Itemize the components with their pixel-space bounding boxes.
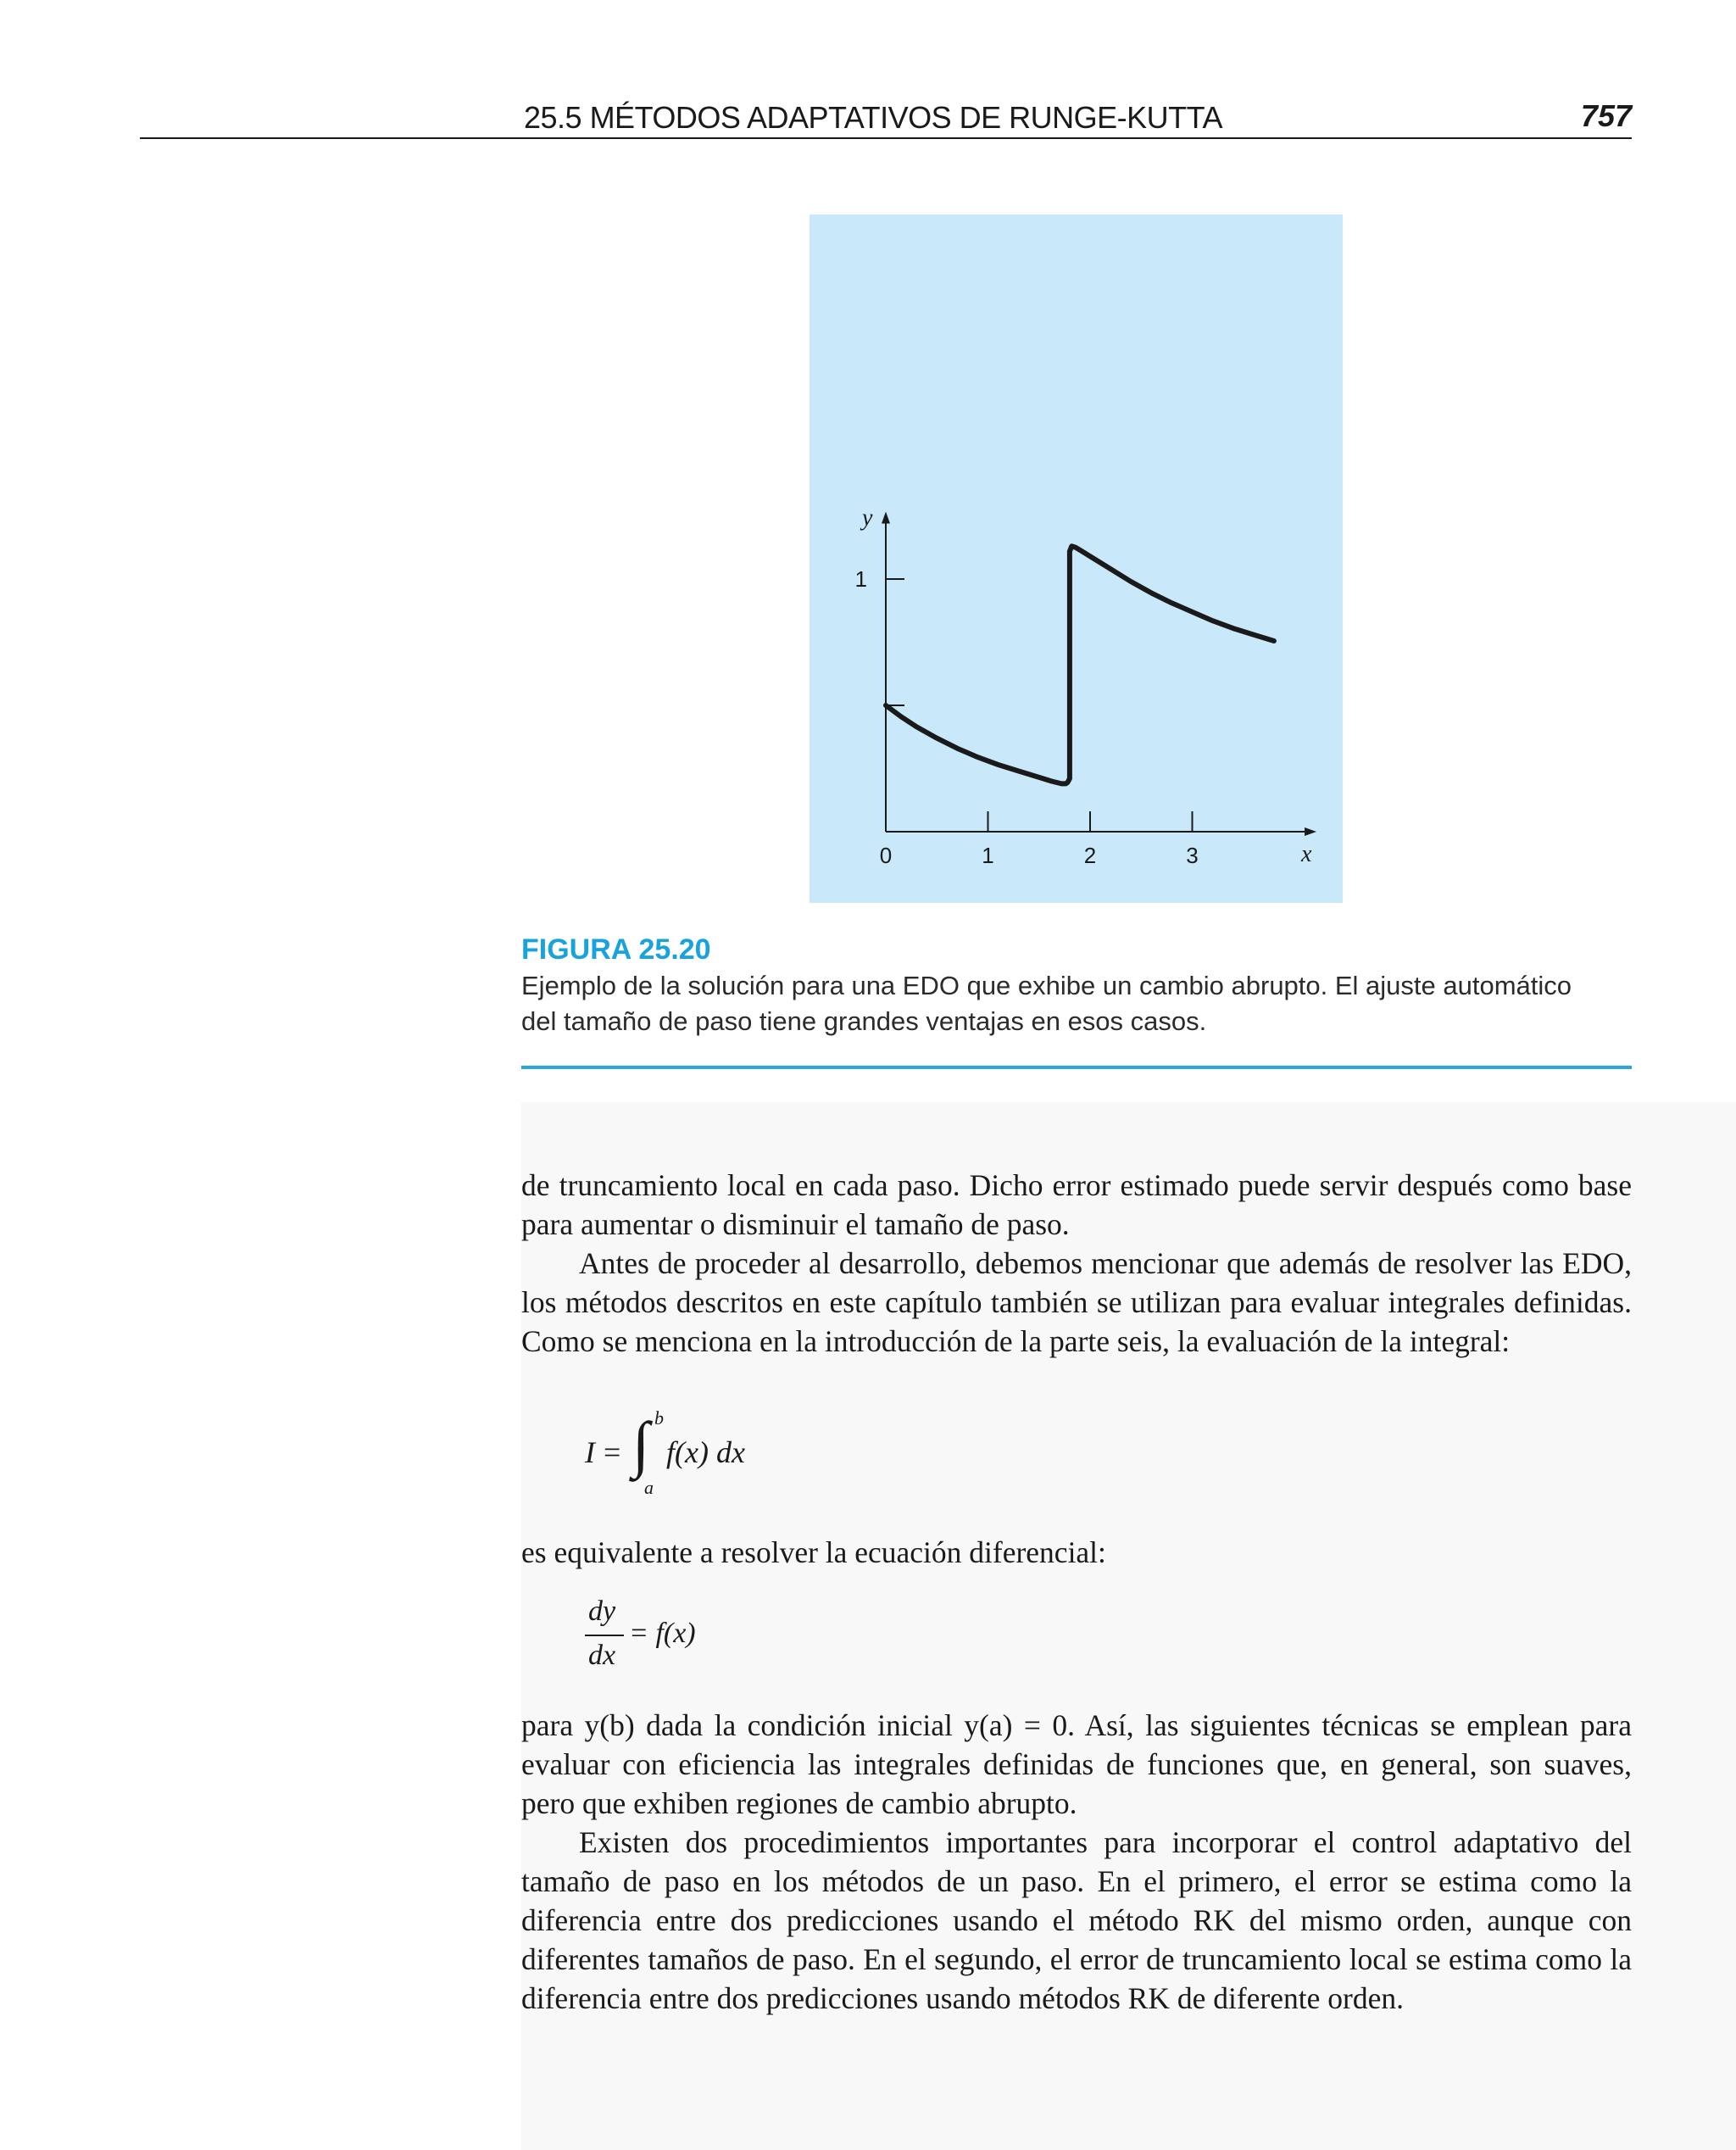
figure-panel [810, 214, 1343, 903]
caption-line-2: del tamaño de paso tiene grandes ventajas en esos casos. [521, 1006, 1207, 1036]
paragraph-2 [521, 1244, 1632, 1361]
page-number: 757 [1580, 98, 1632, 133]
integrand: f(x) dx [666, 1435, 745, 1469]
caption-divider [521, 1066, 1632, 1069]
paragraph-5 [521, 1823, 1632, 2018]
paragraph-3 [521, 1533, 1632, 1572]
integral-upper-limit: b [654, 1407, 664, 1429]
y-axis-arrow [882, 511, 890, 523]
eq2-rhs: = f(x) [629, 1618, 696, 1649]
x-tick-label-2: 2 [1083, 843, 1097, 868]
equation-integral [585, 1407, 839, 1501]
derivative-denominator: dx [588, 1640, 616, 1671]
chart-curve [886, 546, 1274, 783]
y-tick-label-1: 1 [854, 566, 867, 592]
derivative-numerator: dy [588, 1596, 616, 1627]
integral-sign: ∫ [632, 1410, 650, 1479]
fraction-bar [585, 1635, 624, 1636]
figure-label: FIGURA 25.20 [521, 933, 711, 966]
paragraph-3-text: es equivalente a resolver la ecuación diferencial: [521, 1535, 1106, 1569]
x-axis-arrow [1305, 827, 1316, 836]
paragraph-1 [521, 1166, 1632, 1244]
figure-caption [521, 931, 1632, 1039]
solution-chart [810, 214, 1343, 903]
x-tick-label-3: 3 [1186, 843, 1199, 868]
integral-lower-limit: a [644, 1477, 654, 1498]
paragraph-5-text: Existen dos procedimientos importantes para incorporar el control adaptativo del tamaño de paso en los métodos de un paso. En el primero, el error se estima como la diferencia entre dos predicciones usando el método RK del mismo orden, aunque con diferentes tamaños de paso. En el segundo, el error de truncamiento local se estima como la diferencia entre dos predicciones usando métodos RK de diferente orden. [521, 1825, 1632, 2015]
y-axis-label: y [862, 504, 873, 532]
paragraph-4 [521, 1706, 1632, 1823]
x-tick-label-1: 1 [982, 843, 994, 868]
chart-axes [860, 504, 1316, 867]
section-title: 25.5 MÉTODOS ADAPTATIVOS DE RUNGE-KUTTA [524, 100, 1222, 135]
running-header [140, 93, 1632, 139]
solution-curve [886, 546, 1274, 783]
paragraph-4-text: para y(b) dada la condición inicial y(a) = 0. Así, las siguientes técnicas se emplean para evaluar con eficiencia las integrales definidas de funciones que, en general, son suaves, pero que exhiben regiones de cambio abrupto. [521, 1708, 1632, 1820]
x-axis-label: x [1301, 841, 1312, 867]
paragraph-1-text: de truncamiento local en cada paso. Dicho error estimado puede servir después como base para aumentar o disminuir el tamaño de paso. [521, 1168, 1632, 1241]
x-tick-label-0: 0 [879, 843, 893, 868]
eq-lhs: I [585, 1435, 595, 1469]
eq-equals: = [604, 1435, 621, 1469]
equation-differential [585, 1596, 805, 1680]
paragraph-2-text: Antes de proceder al desarrollo, debemos mencionar que además de resolver las EDO, los métodos descritos en este capítulo también se utilizan para evaluar integrales definidas. Como se menciona en la introducción de la parte seis, la evaluación de la integral: [521, 1246, 1632, 1358]
caption-line-1: Ejemplo de la solución para una EDO que exhibe un cambio abrupto. El ajuste automático [521, 971, 1572, 1000]
